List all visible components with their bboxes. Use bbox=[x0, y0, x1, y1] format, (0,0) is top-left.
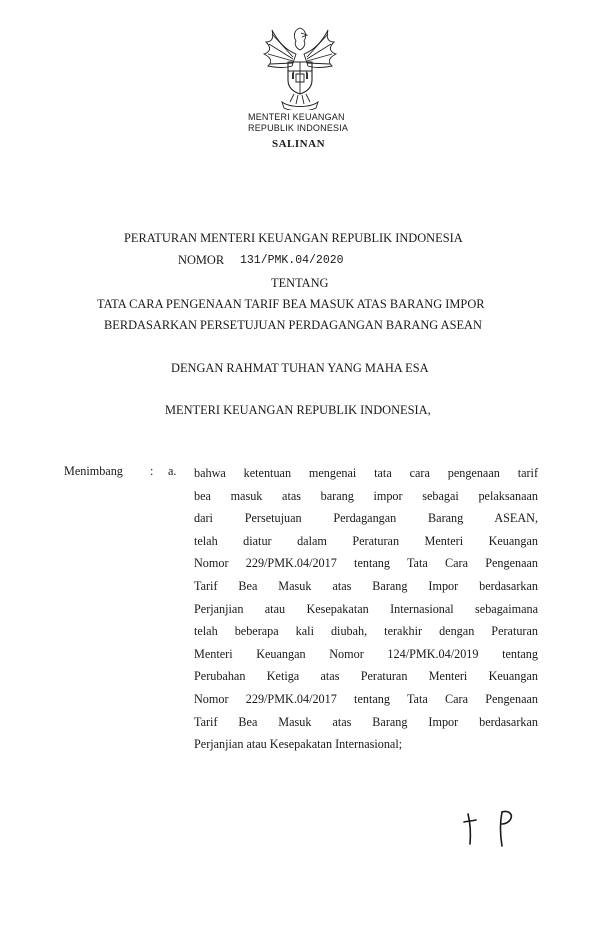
org-name-line1: MENTERI KEUANGAN bbox=[248, 112, 345, 122]
paragraph-line: Perubahan Ketiga atas Peraturan Menteri Keuangan bbox=[194, 669, 538, 684]
paragraph-line: bahwa ketentuan mengenai tata cara pengenaan tarif bbox=[194, 466, 538, 480]
subject-line-1: TATA CARA PENGENAAN TARIF BEA MASUK ATAS BARANG IMPOR bbox=[97, 297, 485, 311]
item-letter: a. bbox=[168, 464, 177, 478]
paragraph-line: Tarif Bea Masuk atas Barang Impor berdasarkan bbox=[194, 714, 538, 729]
paragraph-line: Perjanjian atau Kesepakatan Internasional sebagaimana bbox=[194, 601, 538, 616]
paragraph-line: telah beberapa kali diubah, terakhir dengan Peraturan bbox=[194, 624, 538, 639]
paragraph-line: Menteri Keuangan Nomor 124/PMK.04/2019 tentang bbox=[194, 646, 538, 661]
menimbang-label: Menimbang bbox=[64, 464, 123, 478]
paragraph-line: Nomor 229/PMK.04/2017 tentang Tata Cara Pengenaan bbox=[194, 556, 538, 571]
salinan-label: SALINAN bbox=[272, 138, 326, 150]
menimbang-colon: : bbox=[150, 464, 154, 478]
opening-rahmat: DENGAN RAHMAT TUHAN YANG MAHA ESA bbox=[171, 361, 429, 375]
opening-menteri: MENTERI KEUANGAN REPUBLIK INDONESIA, bbox=[165, 403, 431, 417]
nomor-value: 131/PMK.04/2020 bbox=[240, 254, 344, 267]
garuda-emblem-icon bbox=[260, 24, 340, 110]
paragraph-line: Nomor 229/PMK.04/2017 tentang Tata Cara Pengenaan bbox=[194, 691, 538, 706]
considering-paragraph bbox=[194, 462, 538, 756]
subject-line-2: BERDASARKAN PERSETUJUAN PERDAGANGAN BARANG ASEAN bbox=[104, 318, 482, 332]
paragraph-line: bea masuk atas barang impor sebagai pelaksanaan bbox=[194, 488, 538, 503]
paragraph-line: Perjanjian atau Kesepakatan Internasional; bbox=[194, 737, 403, 752]
tentang-label: TENTANG bbox=[271, 276, 329, 290]
org-name-line2: REPUBLIK INDONESIA bbox=[248, 123, 349, 133]
paragraph-line: telah diatur dalam Peraturan Menteri Keuangan bbox=[194, 533, 538, 548]
paragraph-line: Tarif Bea Masuk atas Barang Impor berdasarkan bbox=[194, 578, 538, 593]
paraf-signature bbox=[458, 806, 522, 848]
nomor-label: NOMOR bbox=[178, 253, 225, 267]
paragraph-line: dari Persetujuan Perdagangan Barang ASEAN, bbox=[194, 511, 538, 526]
regulation-title: PERATURAN MENTERI KEUANGAN REPUBLIK INDONESIA bbox=[124, 231, 463, 245]
